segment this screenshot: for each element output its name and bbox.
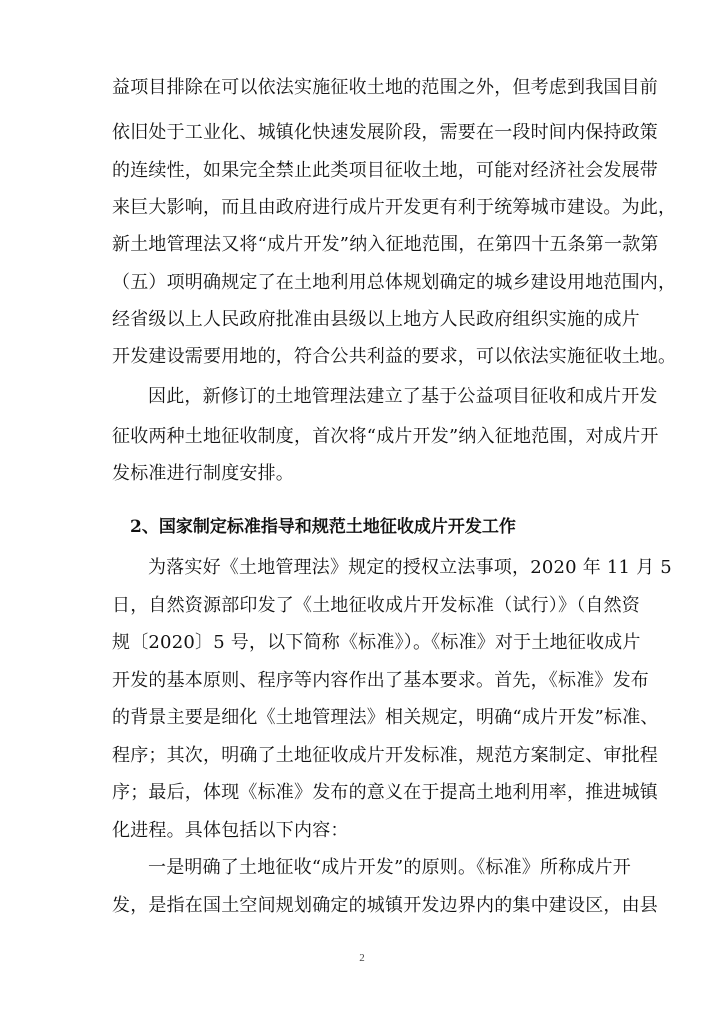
paragraph-line: 一是明确了土地征收“成片开发”的原则。《标准》所称成片开 — [148, 857, 632, 878]
paragraph-line: 程序；其次，明确了土地征收成片开发标准，规范方案制定、审批程 — [112, 745, 658, 766]
paragraph-line: 益项目排除在可以依法实施征收土地的范围之外，但考虑到我国目前 — [112, 77, 658, 98]
paragraph-line: 规〔2020〕5 号，以下简称《标准》）。《标准》对于土地征收成片 — [112, 632, 641, 653]
paragraph-line: 依旧处于工业化、城镇化快速发展阶段，需要在一段时间内保持政策 — [112, 122, 658, 143]
paragraph-line: 为落实好《土地管理法》规定的授权立法事项，2020 年 11 月 5 — [148, 557, 672, 578]
paragraph-line: 新土地管理法又将“成片开发”纳入征地范围，在第四十五条第一款第 — [112, 234, 659, 255]
paragraph-line: 因此，新修订的土地管理法建立了基于公益项目征收和成片开发 — [148, 386, 658, 407]
paragraph-line: 化进程。具体包括以下内容： — [112, 820, 349, 841]
paragraph-line: 日，自然资源部印发了《土地征收成片开发标准（试行）》（自然资 — [112, 595, 640, 616]
paragraph-line: 发标准进行制度安排。 — [112, 463, 294, 484]
paragraph-line: 开发建设需要用地的，符合公共利益的要求，可以依法实施征收土地。 — [112, 346, 677, 367]
paragraph-line: 经省级以上人民政府批准由县级以上地方人民政府组织实施的成片 — [112, 309, 640, 330]
paragraph-line: 的连续性，如果完全禁止此类项目征收土地，可能对经济社会发展带 — [112, 160, 658, 181]
paragraph-line: 来巨大影响，而且由政府进行成片开发更有利于统筹城市建设。为此， — [112, 197, 677, 218]
page-number: 2 — [359, 952, 365, 964]
paragraph-line: 开发的基本原则、程序等内容作出了基本要求。首先，《标准》发布 — [112, 670, 649, 691]
paragraph-line: 征收两种土地征收制度，首次将“成片开发”纳入征地范围，对成片开 — [112, 426, 659, 447]
paragraph-line: 序；最后，体现《标准》发布的意义在于提高土地利用率，推进城镇 — [112, 782, 658, 803]
paragraph-line: 发，是指在国土空间规划确定的城镇开发边界内的集中建设区，由县 — [112, 895, 658, 916]
paragraph-line: 的背景主要是细化《土地管理法》相关规定，明确“成片开发”标准、 — [112, 707, 659, 728]
paragraph-line: （五）项明确规定了在土地利用总体规划确定的城乡建设用地范围内， — [112, 272, 677, 293]
section-heading: 2、国家制定标准指导和规范土地征收成片开发工作 — [130, 517, 516, 537]
